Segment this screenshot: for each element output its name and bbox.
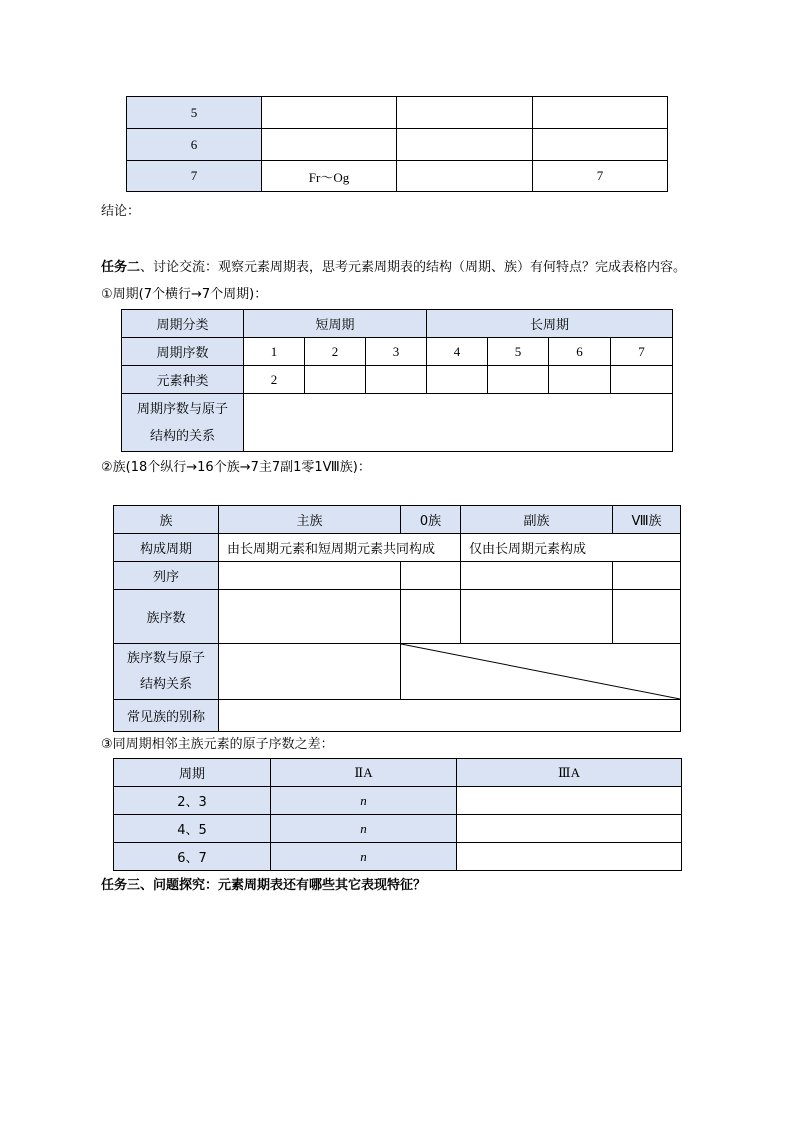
table-row	[122, 394, 673, 452]
table-cell[interactable]	[397, 129, 533, 161]
iiia-answer-cell[interactable]	[457, 815, 682, 843]
conclusion-label: 结论：	[101, 204, 141, 219]
period-number-cell: 6	[549, 338, 611, 366]
table-row	[114, 787, 682, 815]
header-line: 周期序数与原子	[136, 401, 228, 417]
answer-cell[interactable]	[219, 590, 401, 644]
section1-title: ①周期(7个横行→7个周期)：	[101, 287, 268, 302]
answer-cell[interactable]	[219, 644, 401, 700]
table-row	[114, 534, 681, 562]
table-cell[interactable]	[533, 129, 668, 161]
iia-value-cell: n	[271, 843, 457, 871]
table-row	[114, 759, 682, 787]
table-cell[interactable]	[533, 97, 668, 129]
task3-label: 任务三	[101, 878, 141, 893]
period-number-cell: 2	[305, 338, 366, 366]
task3-heading	[101, 874, 426, 893]
table-row	[114, 590, 681, 644]
header-period-class: 周期分类	[122, 310, 244, 338]
task2-heading	[101, 256, 686, 275]
period-number-cell: 1	[244, 338, 305, 366]
element-count-cell[interactable]	[305, 366, 366, 394]
answer-cell[interactable]	[613, 590, 681, 644]
diagonal-line	[401, 644, 680, 699]
answer-cell[interactable]	[244, 394, 673, 452]
header-column-order: 列序	[114, 562, 219, 590]
answer-cell[interactable]	[461, 590, 613, 644]
table-row	[114, 506, 681, 534]
period-cell: 6	[127, 129, 262, 161]
table-row	[114, 644, 681, 700]
header-iia: ⅡA	[271, 759, 457, 787]
period-structure-table	[121, 309, 673, 452]
header-viii-group: Ⅷ族	[613, 506, 681, 534]
header-main-group: 主族	[219, 506, 401, 534]
period-number-cell: 3	[366, 338, 427, 366]
element-count-cell[interactable]	[427, 366, 488, 394]
header-group-relation	[114, 644, 219, 700]
header-iiia: ⅢA	[457, 759, 682, 787]
header-element-count: 元素种类	[122, 366, 244, 394]
answer-cell[interactable]	[401, 590, 461, 644]
period-number-cell: 5	[488, 338, 549, 366]
atomic-number-diff-table	[113, 758, 682, 871]
answer-cell[interactable]	[219, 700, 681, 732]
element-count-cell[interactable]	[366, 366, 427, 394]
header-sub-group: 副族	[461, 506, 613, 534]
group-structure-table	[113, 505, 681, 732]
table-cell[interactable]	[262, 129, 397, 161]
answer-cell[interactable]	[613, 562, 681, 590]
table-row	[122, 310, 673, 338]
header-zero-group: 0族	[401, 506, 461, 534]
iiia-answer-cell[interactable]	[457, 843, 682, 871]
period-number-cell: 7	[611, 338, 673, 366]
table-cell[interactable]	[397, 161, 533, 192]
element-range-cell: Fr～Og	[262, 161, 397, 192]
iiia-answer-cell[interactable]	[457, 787, 682, 815]
table-row	[122, 338, 673, 366]
header-period-number: 周期序数	[122, 338, 244, 366]
table-row	[114, 700, 681, 732]
period-number-cell: 4	[427, 338, 488, 366]
element-count-cell: 2	[244, 366, 305, 394]
element-count-cell[interactable]	[488, 366, 549, 394]
section2-title: ②族(18个纵行→16个族→7主7副1零1Ⅷ族)：	[101, 460, 371, 475]
answer-cell[interactable]	[219, 562, 401, 590]
header-line: 族序数与原子	[126, 650, 205, 666]
header-group-alias: 常见族的别称	[114, 700, 219, 732]
header-line: 结构的关系	[149, 428, 215, 444]
header-group: 族	[114, 506, 219, 534]
task2-text: 、讨论交流：观察元素周期表，思考元素周期表的结构（周期、族）有何特点？完成表格内容。	[140, 260, 687, 275]
period-cell: 7	[127, 161, 262, 192]
table-row	[127, 129, 668, 161]
period-pair-cell: 2、3	[114, 787, 271, 815]
header-line: 结构关系	[139, 676, 192, 692]
header-group-number: 族序数	[114, 590, 219, 644]
compose-sub-cell: 仅由长周期元素构成	[461, 534, 681, 562]
table-row	[122, 366, 673, 394]
table-row	[114, 562, 681, 590]
iia-value-cell: n	[271, 787, 457, 815]
element-count-cell[interactable]	[549, 366, 611, 394]
table-cell[interactable]	[397, 97, 533, 129]
task2-label: 任务二	[101, 260, 141, 275]
period-pair-cell: 6、7	[114, 843, 271, 871]
table-row	[127, 97, 668, 129]
table-cell: 7	[533, 161, 668, 192]
table-cell[interactable]	[262, 97, 397, 129]
table-row	[127, 161, 668, 192]
header-period-relation	[122, 394, 244, 452]
table-row	[114, 843, 682, 871]
period-elements-table	[126, 96, 668, 192]
table-row	[114, 815, 682, 843]
header-compose-period: 构成周期	[114, 534, 219, 562]
header-short-period: 短周期	[244, 310, 427, 338]
answer-cell[interactable]	[401, 562, 461, 590]
answer-cell[interactable]	[461, 562, 613, 590]
period-cell: 5	[127, 97, 262, 129]
element-count-cell[interactable]	[611, 366, 673, 394]
iia-value-cell: n	[271, 815, 457, 843]
period-pair-cell: 4、5	[114, 815, 271, 843]
header-period: 周期	[114, 759, 271, 787]
diagonal-cell	[401, 644, 681, 700]
header-long-period: 长周期	[427, 310, 673, 338]
task3-text: 、问题探究：元素周期表还有哪些其它表现特征？	[140, 878, 427, 893]
compose-main-cell: 由长周期元素和短周期元素共同构成	[219, 534, 461, 562]
section3-title: ③同周期相邻主族元素的原子序数之差：	[101, 737, 334, 752]
